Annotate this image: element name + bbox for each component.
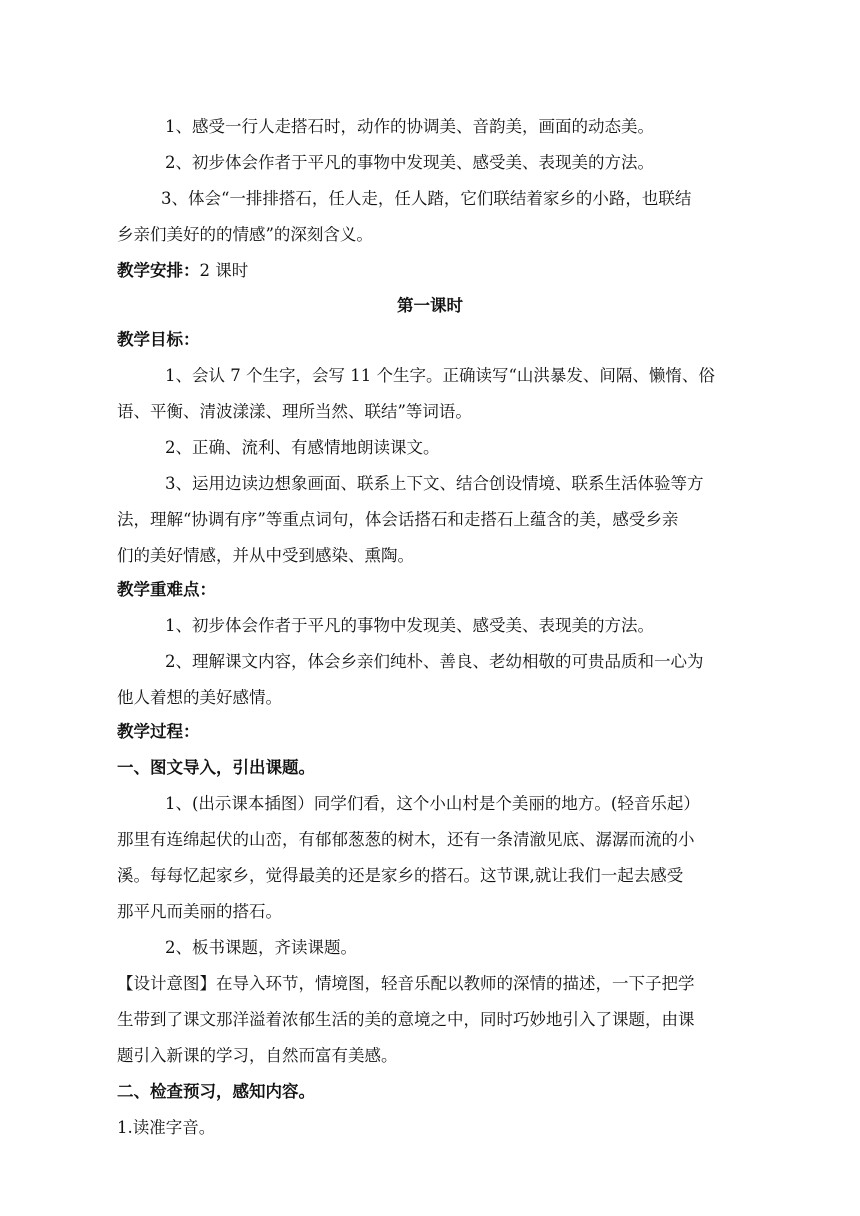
design-intent-line-3: 题引入新课的学习，自然而富有美感。 [117,1046,398,1065]
objective-line-3: 3、体会“一排排搭石，任人走，任人踏，它们联结着家乡的小路，也联结 [161,189,692,208]
goal-line-1-cont: 语、平衡、清波漾漾、理所当然、联结”等词语。 [117,402,472,421]
goal-line-1: 1、会认 7 个生字，会写 11 个生字。正确读写“山洪暴发、间隔、懒惰、俗 [165,366,715,385]
step-two-heading: 二、检查预习，感知内容。 [117,1082,315,1101]
step-two-line-1: 1.读准字音。 [117,1118,216,1137]
process-heading: 教学过程： [117,722,200,741]
key-point-line-2-cont: 他人着想的美好感情。 [117,688,282,707]
goal-line-3-cont-b: 们的美好情感，并从中受到感染、熏陶。 [117,546,414,565]
schedule-line [117,261,248,281]
goal-line-3-cont-a: 法，理解“协调有序”等重点词句，体会话搭石和走搭石上蕴含的美，感受乡亲 [117,510,679,529]
teaching-goals-heading: 教学目标： [117,330,200,349]
schedule-value: 2 课时 [199,261,249,280]
step-one-line-2: 2、板书课题，齐读课题。 [165,938,357,957]
objective-line-3-cont: 乡亲们美好的的情感”的深刻含义。 [117,225,373,244]
goal-line-2: 2、正确、流利、有感情地朗读课文。 [165,438,440,457]
schedule-label: 教学安排： [117,261,200,280]
design-intent-line-2: 生带到了课文那洋溢着浓郁生活的美的意境之中，同时巧妙地引入了课题，由课 [117,1010,695,1029]
step-one-line-1: 1、(出示课本插图）同学们看，这个小山村是个美丽的地方。(轻音乐起） [165,794,700,813]
objective-line-1: 1、感受一行人走搭石时，动作的协调美、音韵美，画面的动态美。 [165,117,654,136]
goal-line-3: 3、运用边读边想象画面、联系上下文、结合创设情境、联系生活体验等方 [165,474,704,493]
design-intent-line-1: 【设计意图】在导入环节，情境图，轻音乐配以教师的深情的描述，一下子把学 [117,974,695,993]
objective-line-2: 2、初步体会作者于平凡的事物中发现美、感受美、表现美的方法。 [165,153,654,172]
key-point-line-1: 1、初步体会作者于平凡的事物中发现美、感受美、表现美的方法。 [165,616,654,635]
step-one-line-1-cont-a: 那里有连绵起伏的山峦，有郁郁葱葱的树木，还有一条清澈见底、潺潺而流的小 [117,830,695,849]
key-point-line-2: 2、理解课文内容，体会乡亲们纯朴、善良、老幼相敬的可贵品质和一心为 [165,652,704,671]
section-title: 第一课时 [397,296,463,315]
key-points-heading: 教学重难点： [117,580,216,599]
step-one-line-1-cont-c: 那平凡而美丽的搭石。 [117,902,282,921]
step-one-heading: 一、图文导入，引出课题。 [117,758,315,777]
step-one-line-1-cont-b: 溪。每每忆起家乡，觉得最美的还是家乡的搭石。这节课,就让我们一起去感受 [117,866,684,885]
